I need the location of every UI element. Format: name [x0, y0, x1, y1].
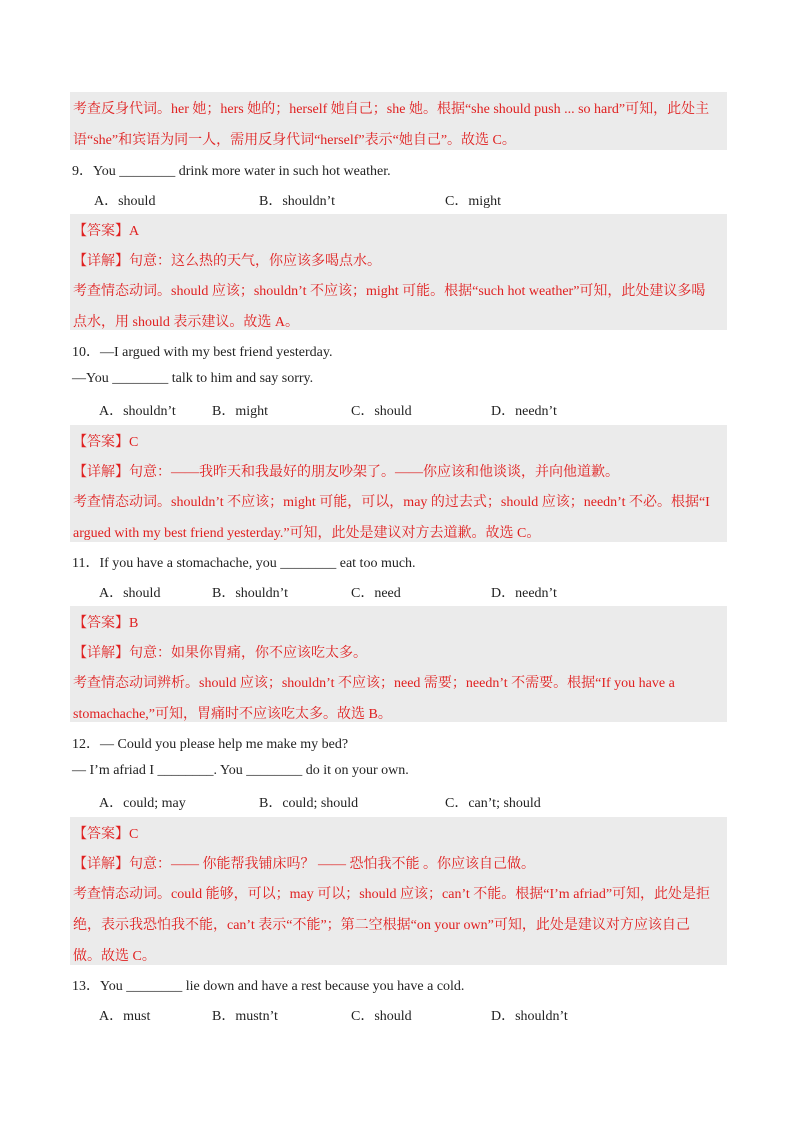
answer-block-10 — [70, 425, 727, 542]
analysis-line: 考查情态动词辨析。should 应该；shouldn’t 不应该；need 需要；needn’t 不需要。根据“If you have a — [73, 676, 675, 691]
question-12-stem: 12．— Could you please help me make my bed? — [72, 737, 349, 752]
option-c: C．can’t; should — [445, 796, 541, 811]
analysis-line: 点水，用 should 表示建议。故选 A。 — [73, 315, 299, 330]
option-a: A．should — [94, 194, 156, 209]
analysis-line: 考查情态动词。should 应该；shouldn’t 不应该；might 可能。根据“such hot weather”可知，此处建议多喝 — [73, 284, 706, 299]
option-b: B．shouldn’t — [212, 586, 288, 601]
question-11-stem: 11．If you have a stomachache, you ________ eat too much. — [72, 556, 416, 571]
option-b: B．shouldn’t — [259, 194, 335, 209]
option-b: B．might — [212, 404, 269, 419]
answer-block-12 — [70, 817, 727, 965]
answer-block-9 — [70, 214, 727, 330]
answer-label: 【答案】C — [73, 435, 139, 450]
detail-line: 【详解】句意：——我昨天和我最好的朋友吵架了。——你应该和他谈谈，并向他道歉。 — [73, 465, 619, 480]
answer-label: 【答案】C — [73, 827, 139, 842]
question-9-stem: 9．You ________ drink more water in such hot weather. — [72, 164, 391, 179]
detail-line: 【详解】句意：如果你胃痛，你不应该吃太多。 — [73, 646, 367, 661]
analysis-line: 做。故选 C。 — [73, 949, 156, 964]
analysis-line: 语“she”和宾语为同一人，需用反身代词“herself”表示“她自己”。故选 C。 — [73, 133, 516, 148]
question-10-stem-line2: —You ________ talk to him and say sorry. — [72, 371, 314, 386]
answer-block-8 — [70, 92, 727, 150]
option-d: D．needn’t — [491, 586, 557, 601]
option-b: B．mustn’t — [212, 1009, 278, 1024]
analysis-line: 考查情态动词。shouldn’t 不应该；might 可能，可以，may 的过去式；should 应该；needn’t 不必。根据“I — [73, 495, 710, 510]
option-c: C．should — [351, 404, 412, 419]
analysis-line: 考查反身代词。her 她；hers 她的；herself 她自己；she 她。根据“she should push ... so hard”可知，此处主 — [73, 102, 710, 117]
option-a: A．should — [99, 586, 161, 601]
analysis-line: stomachache,”可知，胃痛时不应该吃太多。故选 B。 — [73, 707, 392, 722]
answer-label: 【答案】B — [73, 616, 139, 631]
detail-line: 【详解】句意：这么热的天气，你应该多喝点水。 — [73, 254, 381, 269]
option-c: C．need — [351, 586, 401, 601]
question-12-stem-line2: — I’m afriad I ________. You ________ do it on your own. — [72, 763, 409, 778]
analysis-line: argued with my best friend yesterday.”可知，此处是建议对方去道歉。故选 C。 — [73, 526, 541, 541]
answer-label: 【答案】A — [73, 224, 140, 239]
option-d: D．needn’t — [491, 404, 557, 419]
option-c: C．might — [445, 194, 502, 209]
question-13-stem: 13．You ________ lie down and have a rest because you have a cold. — [72, 979, 465, 994]
option-a: A．could; may — [99, 796, 186, 811]
option-a: A．shouldn’t — [99, 404, 176, 419]
option-b: B．could; should — [259, 796, 359, 811]
detail-line: 【详解】句意：—— 你能帮我铺床吗？ —— 恐怕我不能 。你应该自己做。 — [73, 857, 535, 872]
question-10-stem: 10．—I argued with my best friend yesterday. — [72, 345, 333, 360]
option-c: C．should — [351, 1009, 412, 1024]
answer-block-11 — [70, 606, 727, 722]
option-a: A．must — [99, 1009, 151, 1024]
option-d: D．shouldn’t — [491, 1009, 568, 1024]
analysis-line: 绝，表示我恐怕我不能，can’t 表示“不能”；第二空根据“on your own”可知，此处是建议对方应该自己 — [73, 918, 690, 933]
analysis-line: 考查情态动词。could 能够，可以；may 可以；should 应该；can’t 不能。根据“I’m afriad”可知，此处是拒 — [73, 887, 711, 902]
